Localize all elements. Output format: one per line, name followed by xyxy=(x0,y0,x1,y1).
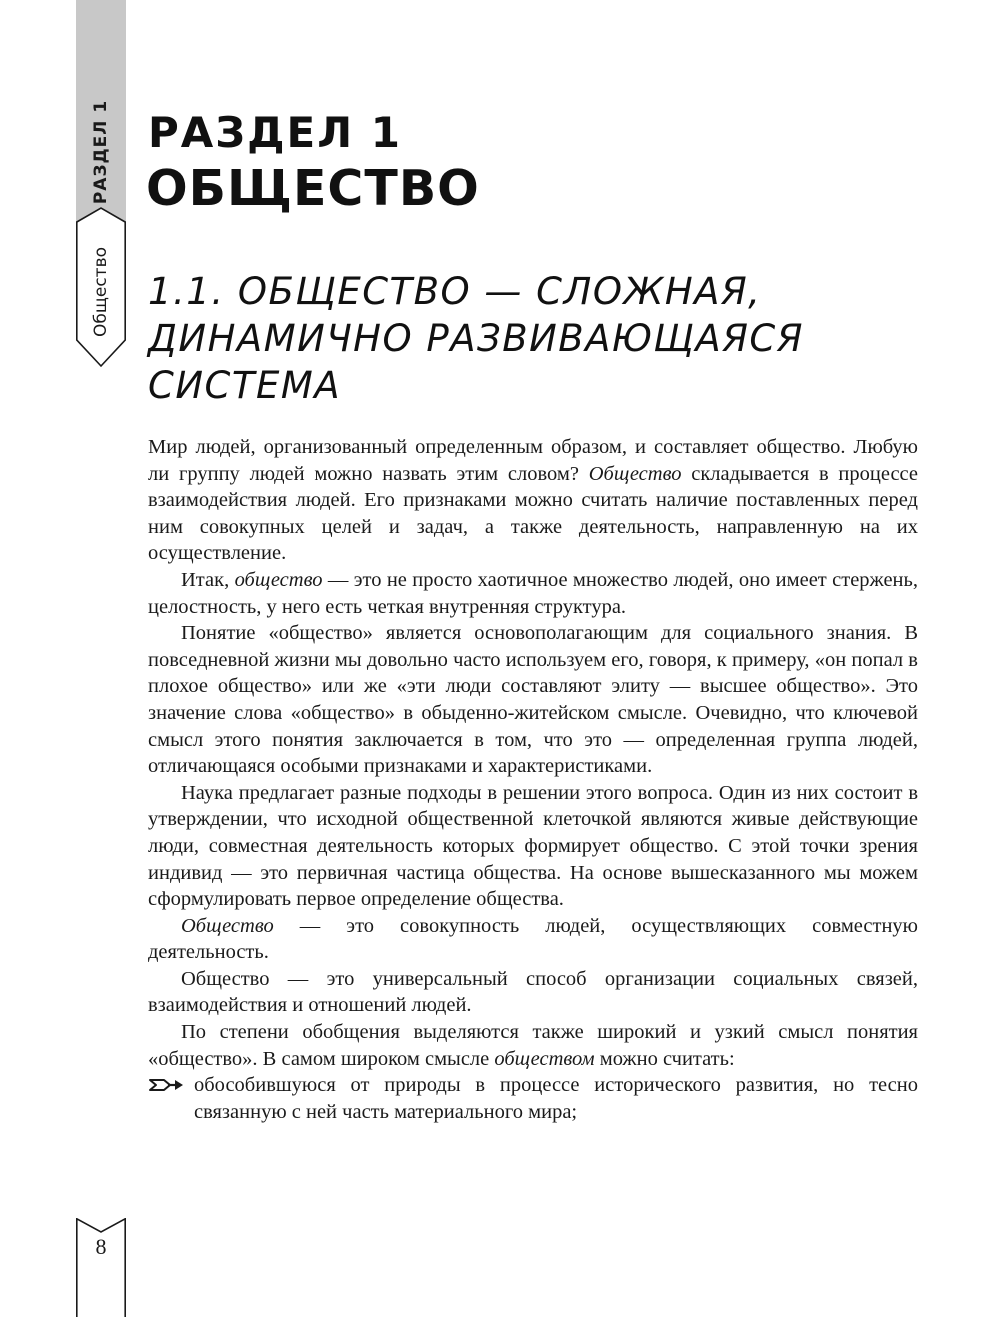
page-tab-shape xyxy=(76,1218,126,1317)
paragraph-5 xyxy=(148,913,918,966)
paragraph-1-term: Общество xyxy=(588,462,682,485)
section-title xyxy=(148,268,968,409)
paragraph-1 xyxy=(148,434,918,567)
page-number: 8 xyxy=(95,1234,107,1259)
side-tab-section-label: РАЗДЕЛ 1 xyxy=(91,99,111,205)
page-number-tab xyxy=(76,1218,126,1317)
paragraph-2 xyxy=(148,567,918,620)
arrow-bullet-icon xyxy=(148,1077,188,1093)
paragraph-7-text-b: можно считать: xyxy=(594,1047,735,1070)
paragraph-2-text-b: — это не просто хаотичное множество людей, оно имеет стержень, целостность, у него есть четкая внутренняя структура. xyxy=(148,568,918,618)
body-text xyxy=(148,434,918,1125)
paragraph-7 xyxy=(148,1019,918,1072)
section-title-line-1: 1.1. ОБЩЕСТВО — СЛОЖНАЯ, xyxy=(148,270,762,313)
part-title: РАЗДЕЛ 1 xyxy=(148,108,402,157)
paragraph-3: Понятие «общество» является основополагающим для социального знания. В повседневной жизни мы довольно часто используем его, говоря, к примеру, «он попал в плохое общество» или же «эти люди составляют элиту — высшее общество». Это значение слова «общество» в обыденно-житейском смысле. Очевидно, что ключевой смысл этого понятия заключается в том, что это — определенная группа людей, отличающаяся особыми признаками и характеристиками. xyxy=(148,622,918,778)
paragraph-5-text: — это совокупность людей, осуществляющих совместную деятельность. xyxy=(148,914,918,964)
side-tab-topic-label: Общество xyxy=(91,246,111,338)
paragraph-7-term: обществом xyxy=(494,1047,595,1070)
list-item-text: обособившуюся от природы в процессе исторического развития, но тесно связанную с ней часть материального мира; xyxy=(194,1074,918,1123)
paragraph-1-text-a: Мир людей, организованный определенным образом, и составляет общество. Любую ли группу людей можно назвать этим словом? xyxy=(148,436,918,485)
paragraph-5-term: Общество xyxy=(181,914,274,937)
paragraph-7-text-a: По степени обобщения выделяются также широкий и узкий смысл понятия «общество». В самом широком смысле xyxy=(148,1021,918,1070)
paragraph-6: Общество — это универсальный способ организации социальных связей, взаимодействия и отношений людей. xyxy=(148,967,918,1017)
section-title-line-3: СИСТЕМА xyxy=(148,364,342,407)
paragraph-2-term: общество xyxy=(234,568,323,591)
chapter-title: ОБЩЕСТВО xyxy=(146,160,480,217)
paragraph-1-text-b: складывается в процессе взаимодействия людей. Его признаками можно считать наличие поставленных перед ним совокупных целей и задач, а также деятельность, направленную на их осуществление. xyxy=(148,462,918,565)
section-title-line-2: ДИНАМИЧНО РАЗВИВАЮЩАЯСЯ xyxy=(148,317,804,360)
paragraph-2-text-a: Итак, xyxy=(181,568,235,591)
list-item xyxy=(148,1072,918,1125)
paragraph-4: Наука предлагает разные подходы в решении этого вопроса. Один из них состоит в утверждении, что исходной общественной клеточкой являются живые действующие люди, совместная деятельность которых формирует общество. С этой точки зрения индивид — это первичная частица общества. На основе вышесказанного мы можем сформулировать первое определение общества. xyxy=(148,781,918,911)
side-tab xyxy=(76,0,126,368)
